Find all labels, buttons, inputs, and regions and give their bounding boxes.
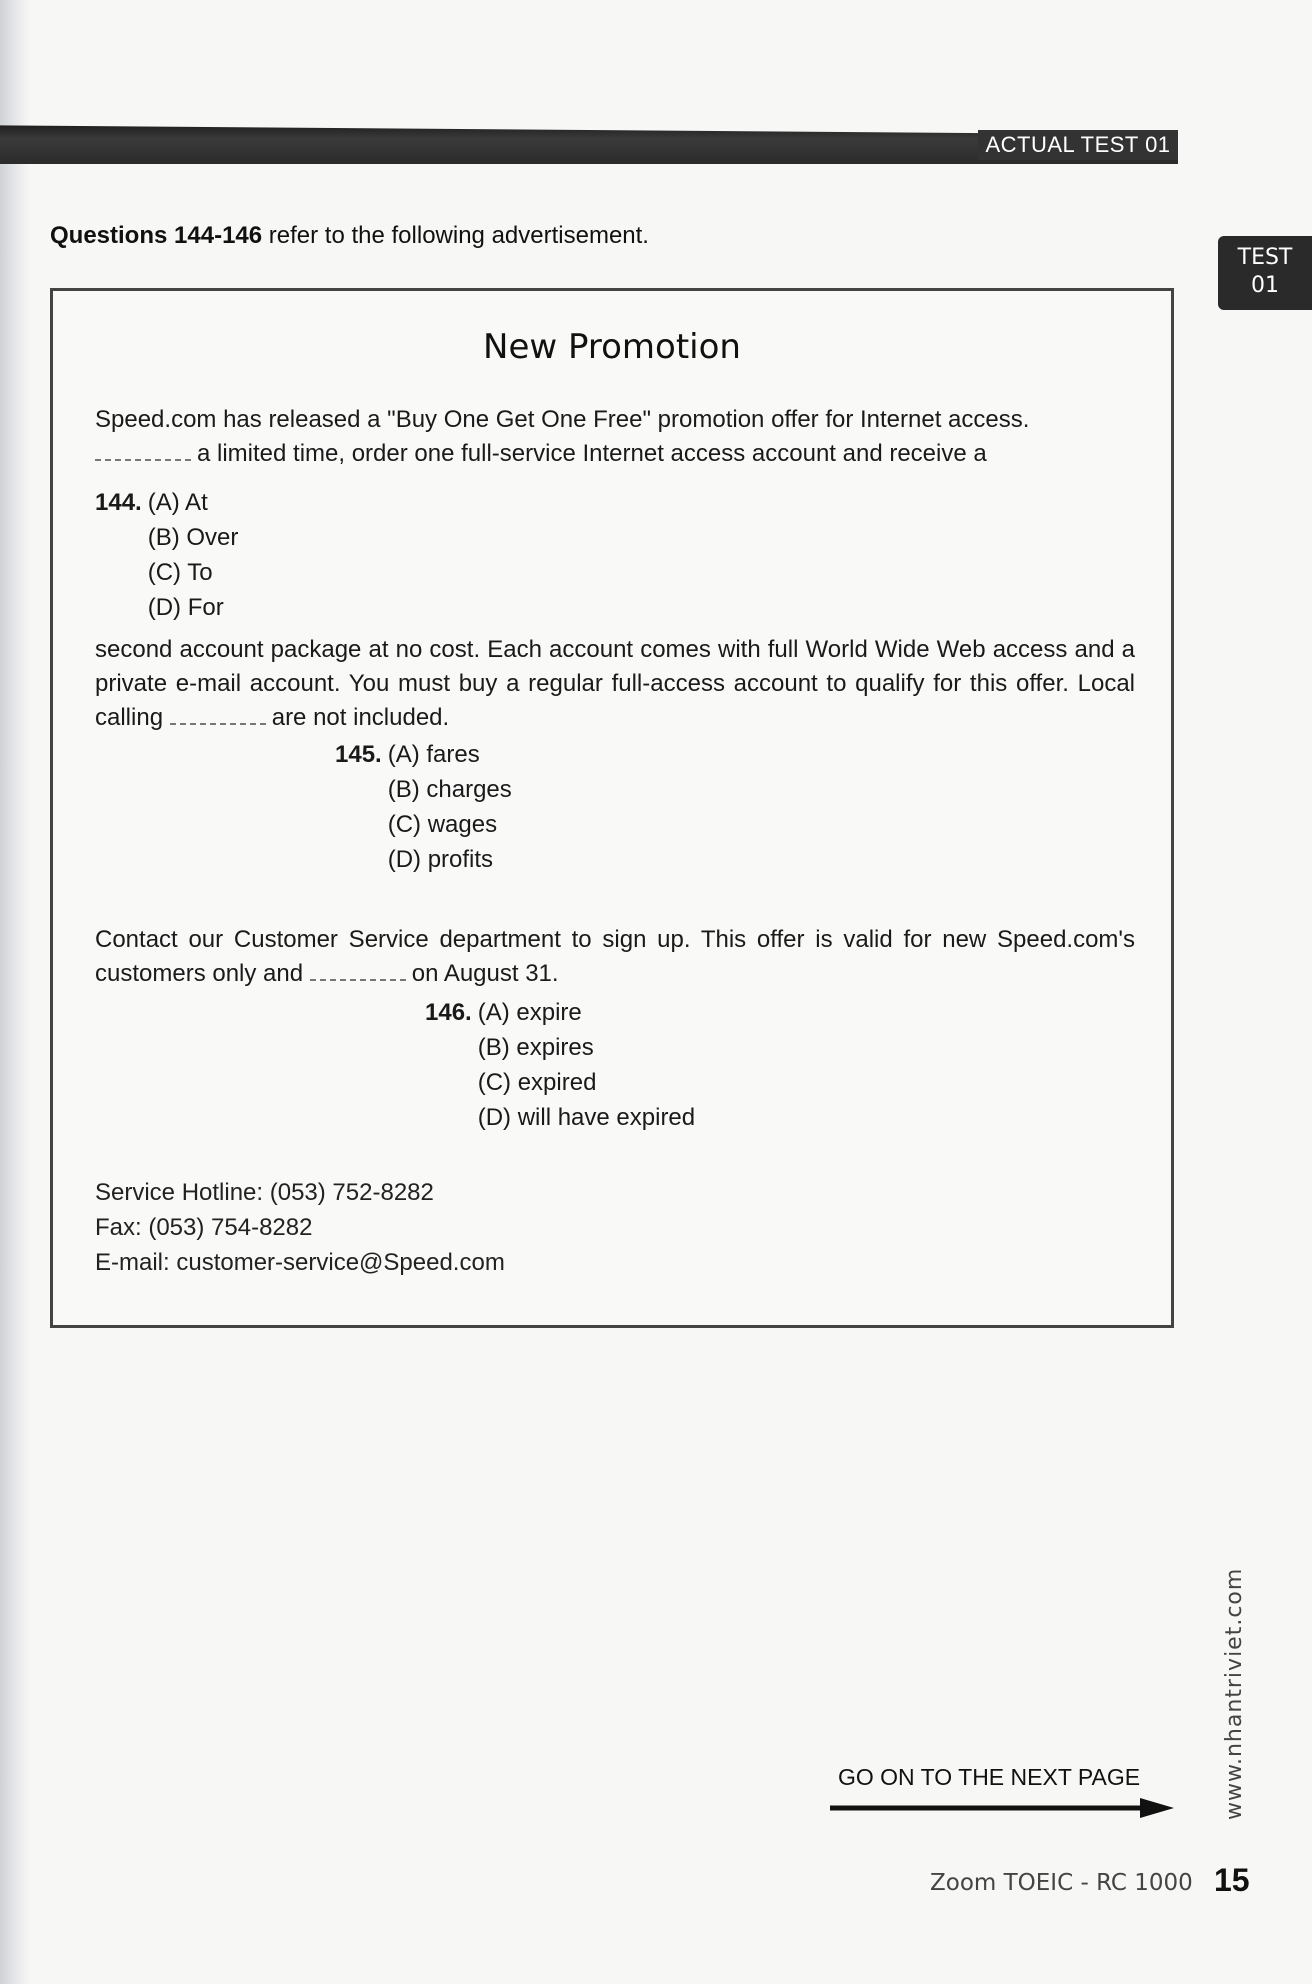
book-spine-shadow bbox=[0, 0, 30, 1984]
question-145 bbox=[335, 737, 512, 877]
option-c: (C) To bbox=[147, 559, 213, 586]
question-144 bbox=[95, 485, 238, 625]
blank-145 bbox=[170, 705, 266, 725]
blank-146 bbox=[310, 961, 406, 981]
test-tab-line2: 01 bbox=[1251, 273, 1279, 298]
instructions-prefix: Questions bbox=[50, 222, 175, 249]
option-b: (B) expires bbox=[477, 1034, 594, 1061]
test-tab-line1: TEST bbox=[1237, 245, 1293, 270]
option-a: (A) expire bbox=[477, 999, 582, 1026]
page-number: 15 bbox=[1214, 1862, 1250, 1898]
option-b: (B) Over bbox=[147, 524, 239, 551]
arrow-right-icon bbox=[830, 1796, 1174, 1820]
question-range: 144-146 bbox=[174, 222, 263, 249]
option-c: (C) wages bbox=[387, 811, 498, 838]
ad-title: New Promotion bbox=[483, 327, 741, 367]
option-d: (D) will have expired bbox=[477, 1104, 696, 1131]
instructions bbox=[50, 222, 649, 250]
service-hotline: Service Hotline: (053) 752-8282 bbox=[95, 1179, 434, 1206]
blank-144 bbox=[95, 441, 191, 461]
contact-info bbox=[95, 1175, 505, 1280]
paragraph-1 bbox=[95, 403, 1135, 471]
section-label: ACTUAL TEST 01 bbox=[978, 130, 1178, 160]
paragraph-2-text-a: second account package at no cost. Each account comes with full World Wide Web access and a private e-mail account. You must buy a regular full-access account to qualify for this offer. Local calling bbox=[95, 636, 1135, 731]
option-a: (A) At bbox=[147, 489, 208, 516]
option-a: (A) fares bbox=[387, 741, 480, 768]
book-title: Zoom TOEIC - RC 1000 bbox=[930, 1870, 1193, 1896]
option-d: (D) profits bbox=[387, 846, 494, 873]
option-b: (B) charges bbox=[387, 776, 512, 803]
paragraph-1-text-b: a limited time, order one full-service Internet access account and receive a bbox=[197, 440, 987, 467]
paragraph-1-text-a: Speed.com has released a "Buy One Get One Free" promotion offer for Internet access. bbox=[95, 406, 1030, 433]
paragraph-3-text-b: on August 31. bbox=[411, 960, 559, 987]
question-number: 146. bbox=[425, 999, 472, 1026]
next-page-label: GO ON TO THE NEXT PAGE bbox=[838, 1764, 1141, 1790]
advertisement-box bbox=[50, 288, 1174, 1328]
paragraph-3-text-a: Contact our Customer Service department to sign up. This offer is valid for new Speed.com's customers only and bbox=[95, 926, 1135, 987]
option-c: (C) expired bbox=[477, 1069, 597, 1096]
paragraph-2-text-b: are not included. bbox=[271, 704, 450, 731]
website-url: www.nhantriviet.com bbox=[1222, 1567, 1247, 1820]
instructions-suffix: refer to the following advertisement. bbox=[262, 222, 649, 249]
fax-number: Fax: (053) 754-8282 bbox=[95, 1214, 313, 1241]
email-address: E-mail: customer-service@Speed.com bbox=[95, 1249, 505, 1276]
question-146 bbox=[425, 995, 695, 1135]
option-d: (D) For bbox=[147, 594, 224, 621]
paragraph-3 bbox=[95, 923, 1135, 991]
test-tab bbox=[1218, 236, 1312, 310]
paragraph-2 bbox=[95, 633, 1135, 735]
question-number: 145. bbox=[335, 741, 382, 768]
question-number: 144. bbox=[95, 489, 142, 516]
